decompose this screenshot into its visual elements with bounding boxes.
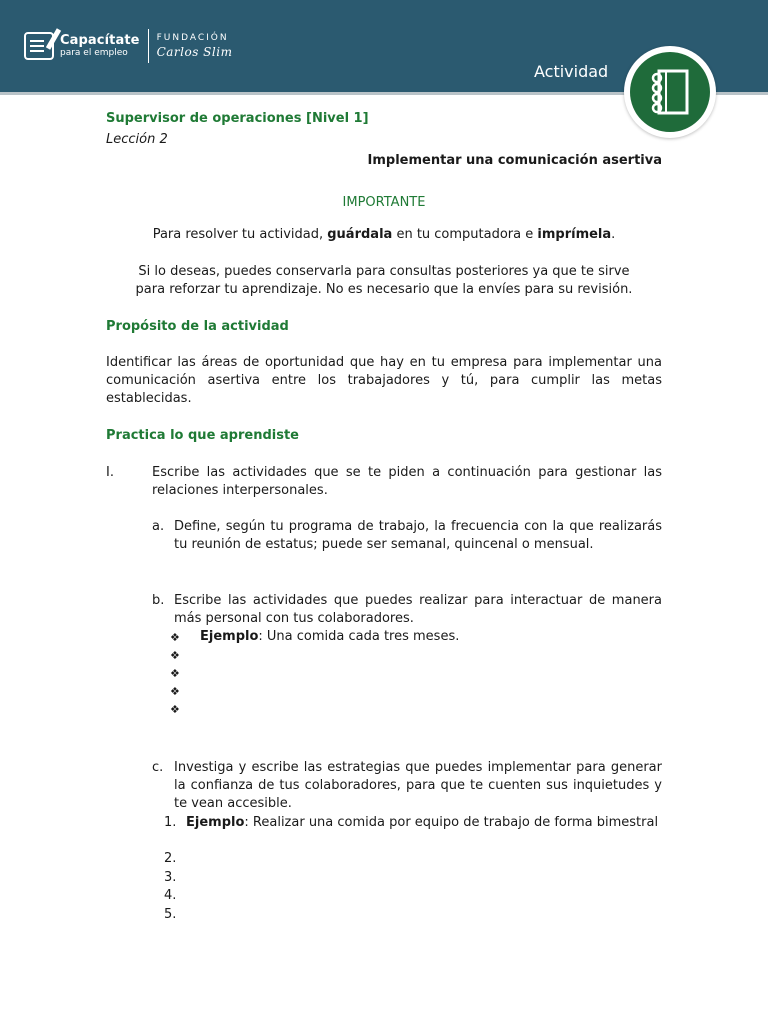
notebook-icon bbox=[647, 67, 693, 117]
subitem-b-text: Escribe las actividades que puedes realizar para interactuar de manera más personal con tus colaboradores. bbox=[174, 593, 662, 626]
lesson-label: Lección 2 bbox=[106, 132, 168, 147]
foundation-label: FUNDACIÓN bbox=[156, 33, 229, 43]
numbered-marker-2: 2. bbox=[164, 851, 177, 866]
item-marker-I: I. bbox=[106, 465, 114, 480]
topic-title: Implementar una comunicación asertiva bbox=[367, 153, 662, 168]
practice-heading: Practica lo que aprendiste bbox=[106, 428, 300, 443]
subitem-a-text: Define, según tu programa de trabajo, la frecuencia con la que realizarás tu reunión de estatus; puede ser semanal, quincenal o mensual. bbox=[174, 519, 662, 552]
subitem-marker-c: c. bbox=[152, 760, 164, 775]
numbered-marker-1: 1. bbox=[164, 815, 177, 830]
course-title: Supervisor de operaciones [Nivel 1] bbox=[106, 111, 369, 126]
notepad-logo-icon bbox=[24, 32, 54, 60]
subitem-marker-a: a. bbox=[152, 519, 165, 534]
numbered-item-1: Ejemplo: Realizar una comida por equipo de trabajo de forma bimestral bbox=[186, 815, 659, 830]
item-I-text: Escribe las actividades que se te piden a continuación para gestionar las relaciones interpersonales. bbox=[152, 465, 662, 498]
subitem-c-text: Investiga y escribe las estrategias que puedes implementar para generar la confianza de tus colaboradores, para que te cuenten sus inquietudes y te vean accesible. bbox=[174, 760, 662, 811]
b-example-line: Ejemplo: Una comida cada tres meses. bbox=[200, 629, 460, 644]
note-line-1: Si lo deseas, puedes conservarla para consultas posteriores ya que te sirve bbox=[138, 264, 630, 279]
bullet-diamond-icon: ❖ bbox=[170, 685, 180, 698]
brand-tagline: para el empleo bbox=[60, 48, 128, 58]
purpose-heading: Propósito de la actividad bbox=[106, 319, 289, 334]
brand-logo bbox=[24, 28, 232, 64]
note-line-2: para reforzar tu aprendizaje. No es necesario que la envíes para su revisión. bbox=[135, 282, 633, 297]
logo-divider bbox=[148, 29, 149, 63]
brand-name: Capacítate bbox=[60, 33, 140, 48]
activity-label: Actividad bbox=[534, 62, 609, 81]
important-heading: IMPORTANTE bbox=[342, 195, 426, 210]
subitem-marker-b: b. bbox=[152, 593, 165, 608]
bullet-diamond-icon: ❖ bbox=[170, 703, 180, 716]
foundation-signature: Carlos Slim bbox=[156, 45, 233, 59]
bullet-diamond-icon: ❖ bbox=[170, 631, 180, 644]
instruction-line: Para resolver tu actividad, guárdala en tu computadora e imprímela. bbox=[152, 227, 616, 242]
numbered-marker-3: 3. bbox=[164, 870, 177, 885]
activity-badge bbox=[624, 46, 716, 138]
bullet-diamond-icon: ❖ bbox=[170, 649, 180, 662]
purpose-text: Identificar las áreas de oportunidad que hay en tu empresa para implementar una comunicación asertiva entre los trabajadores y tú, para cumplir las metas establecidas. bbox=[106, 355, 662, 406]
numbered-marker-5: 5. bbox=[164, 907, 177, 922]
numbered-marker-4: 4. bbox=[164, 888, 177, 903]
bullet-diamond-icon: ❖ bbox=[170, 667, 180, 680]
